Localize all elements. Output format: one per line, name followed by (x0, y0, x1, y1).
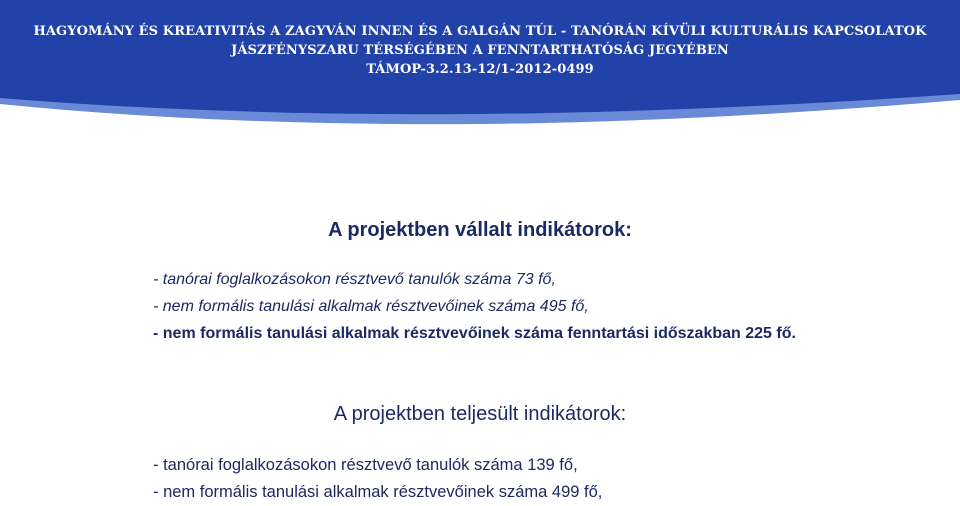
achieved-indicators-list (153, 452, 602, 506)
list-item: - tanórai foglalkozásokon résztvevő tanulók száma 139 fő, (153, 456, 578, 474)
list-item: - tanórai foglalkozásokon résztvevő tanulók száma 73 fő, (153, 271, 556, 288)
project-title-line-1: HAGYOMÁNY ÉS KREATIVITÁS A ZAGYVÁN INNEN ÉS A GALGÁN TÚL - TANÓRÁN KÍVÜLI KULTURÁLIS KAPCSOLATOK (33, 24, 927, 39)
project-code: TÁMOP-3.2.13-12/1-2012-0499 (366, 62, 594, 77)
header-banner (0, 0, 960, 135)
list-item: - nem formális tanulási alkalmak résztvevőinek száma 495 fő, (153, 298, 589, 315)
committed-indicators-title: A projektben vállalt indikátorok: (328, 219, 632, 241)
project-title-line-2: JÁSZFÉNYSZARU TÉRSÉGÉBEN A FENNTARTHATÓSÁG JEGYÉBEN (231, 43, 729, 58)
list-item: - nem formális tanulási alkalmak résztvevőinek száma 499 fő, (153, 483, 603, 501)
list-item: - nem formális tanulási alkalmak résztvevőinek száma fenntartási időszakban 225 fő. (153, 325, 796, 342)
committed-indicators-list (153, 266, 796, 347)
achieved-indicators-title: A projektben teljesült indikátorok: (333, 403, 627, 425)
project-header (0, 22, 960, 79)
